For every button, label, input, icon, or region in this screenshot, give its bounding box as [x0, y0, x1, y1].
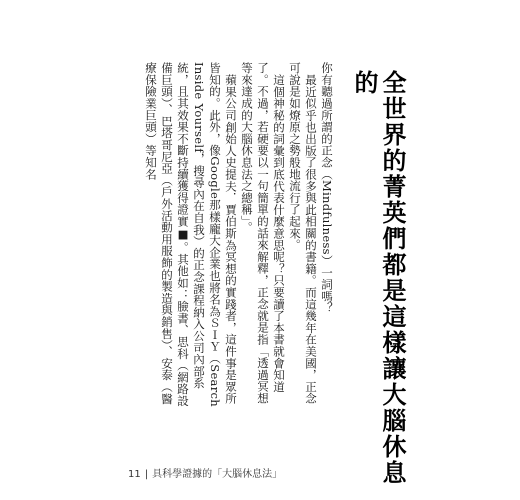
- paragraph: 你有聽過所謂的正念（Mindfulness）一詞嗎？: [320, 62, 334, 314]
- footer-separator: |: [144, 469, 149, 480]
- paragraph: 最近似乎也出版了很多與此相關的書籍。而這幾年在美國，正念可說是如燎原之勢般地流行了起來。: [288, 62, 318, 404]
- paragraph: 這個神秘的詞彙到底代表什麼意思呢？只要讀了本書就會知道了。不過，若硬要以一句簡單的話來解釋，正念就是指「透過冥想等來達成的大腦休息法之總稱」。: [240, 62, 286, 405]
- body-text: [95, 62, 335, 407]
- running-title: 具科學證據的「大腦休息法」: [152, 469, 283, 480]
- paragraph: 蘋果公司創始人史提夫．賈伯斯為冥想的實踐者，這件事是眾所皆知的。此外，像Google那樣龐大企業也將名為ＳＩＹ（Search Inside Yourself，搜尋內在自我）的正念課程納入公司內部系統，且其效果不斷持續獲得證實■。其他如：臉書、思科（網路設備巨頭）、巴塔哥尼亞（戶外活動用服飾的製造與銷售）、安泰（醫療保險業巨頭）等知名: [144, 62, 238, 407]
- page-title: 全世界的菁英們都是這樣讓大腦休息的: [350, 70, 406, 486]
- page-number: 11: [128, 469, 141, 480]
- page-footer: [128, 465, 286, 480]
